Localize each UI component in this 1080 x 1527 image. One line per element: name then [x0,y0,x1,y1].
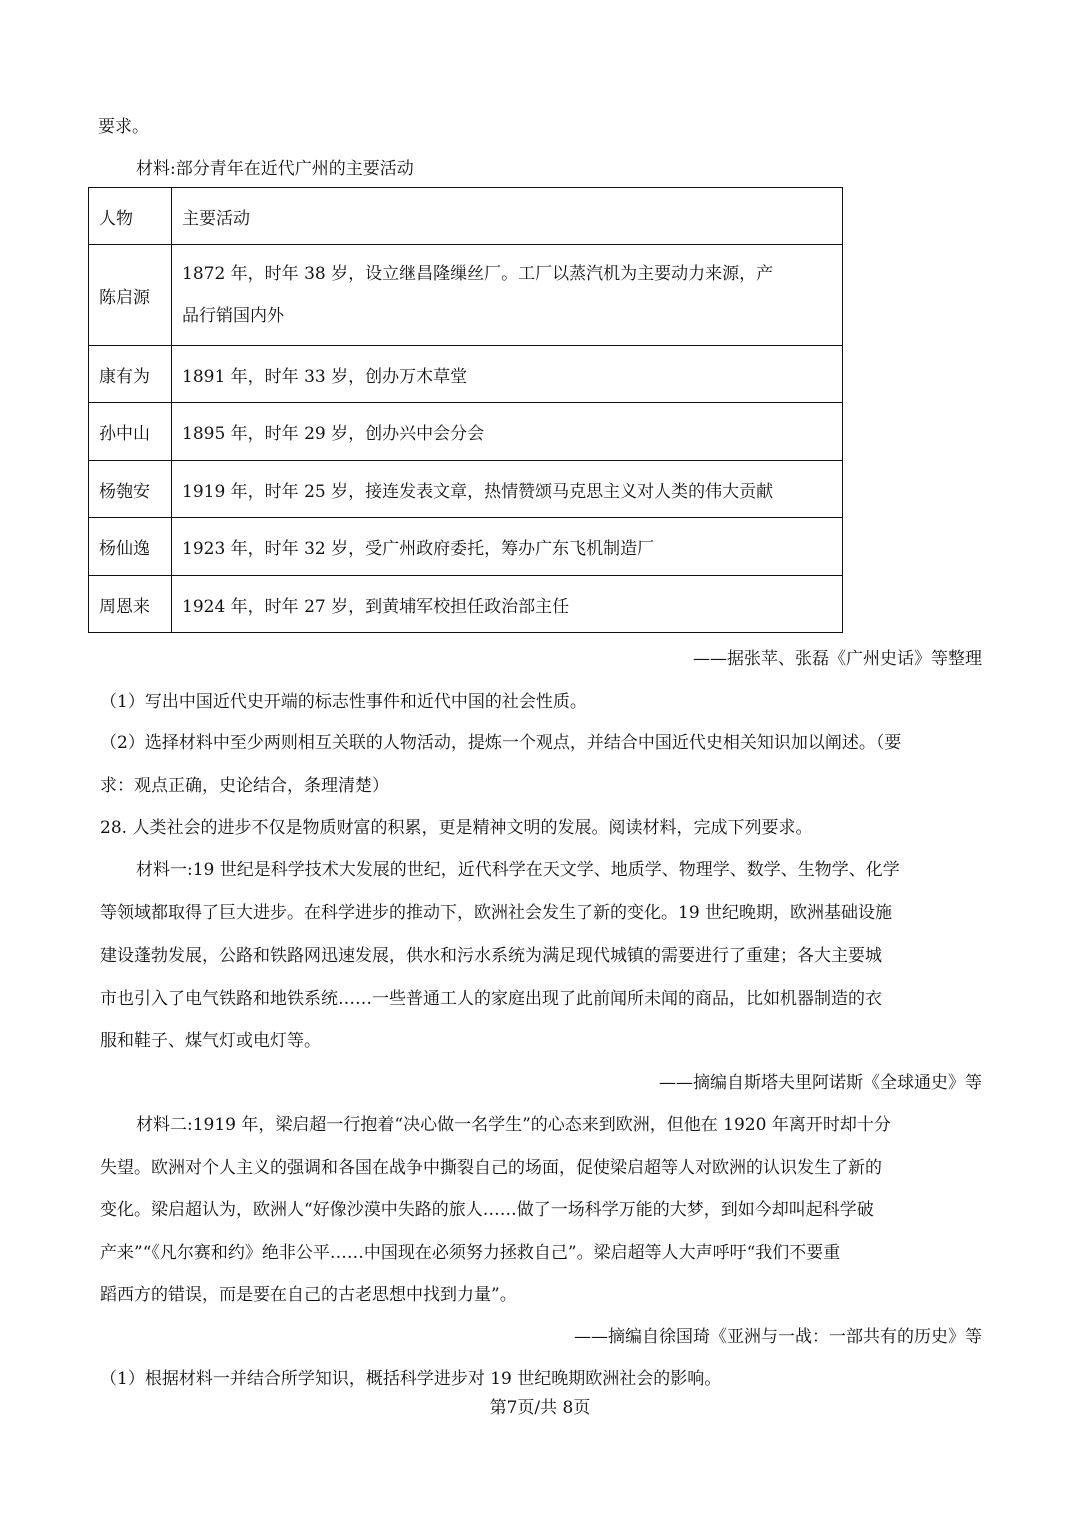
activities-table [88,187,843,633]
q28-stem: 28. 人类社会的进步不仅是物质财富的积累，更是精神文明的发展。阅读材料，完成下列要求。 [100,818,813,838]
material-2-line: 蹈西方的错误，而是要在自己的古老思想中找到力量”。 [100,1285,517,1305]
material-1-line: 等领域都取得了巨大进步。在科学进步的推动下，欧洲社会发生了新的变化。19 世纪晚期，欧洲基础设施 [100,903,893,923]
activity-line: 品行销国内外 [182,306,284,326]
material-2-source: ——摘编自徐国琦《亚洲与一战：一部共有的历史》等 [574,1327,982,1347]
material-2-line: 产来”“《凡尔赛和约》绝非公平……中国现在必须努力拯救自己”。梁启超等人大声呼吁“我们不要重 [100,1243,841,1263]
q27-sub2-line1: （2）选择材料中至少两则相互关联的人物活动，提炼一个观点，并结合中国近代史相关知识加以阐述。（要 [100,733,902,753]
page-footer: 第7页/共 8页 [489,1398,591,1418]
table-row [89,576,843,633]
activity-cell: 1924 年，时年 27 岁，到黄埔军校担任政治部主任 [172,576,843,633]
material-2-line: 失望。欧洲对个人主义的强调和各国在战争中撕裂自己的场面，促使梁启超等人对欧洲的认识发生了新的 [100,1158,882,1178]
header-activity: 主要活动 [172,188,843,245]
activity-cell: 1891 年，时年 33 岁，创办万木草堂 [172,346,843,403]
material-2-line: 变化。梁启超认为，欧洲人“好像沙漠中失路的旅人……做了一场科学万能的大梦，到如今却叫起科学破 [100,1200,874,1220]
q27-sub2-line2: 求：观点正确，史论结合，条理清楚） [100,776,389,796]
table-header-row [89,188,843,245]
material-1-line: 建设蓬勃发展，公路和铁路网迅速发展，供水和污水系统为满足现代城镇的需要进行了重建；各大主要城 [100,946,882,966]
activity-cell: 1923 年，时年 32 岁，受广州政府委托，筹办广东飞机制造厂 [172,518,843,576]
material-title: 材料:部分青年在近代广州的主要活动 [136,159,414,179]
table-source: ——据张苹、张磊《广州史话》等整理 [693,649,982,669]
header-person: 人物 [89,188,172,245]
table-row [89,461,843,518]
person-name: 周恩来 [89,576,172,633]
table-row [89,518,843,576]
table-row [89,245,843,346]
q28-sub1: （1）根据材料一并结合所学知识，概括科学进步对 19 世纪晚期欧洲社会的影响。 [100,1369,722,1389]
intro-tail: 要求。 [98,117,149,137]
person-name: 陈启源 [89,245,172,346]
table-row [89,403,843,461]
person-name: 杨仙逸 [89,518,172,576]
material-1-source: ——摘编自斯塔夫里阿诺斯《全球通史》等 [659,1073,982,1093]
material-1-line: 材料一:19 世纪是科学技术大发展的世纪，近代科学在天文学、地质学、物理学、数学、生物学、化学 [136,860,900,880]
material-1-line: 市也引入了电气铁路和地铁系统……一些普通工人的家庭出现了此前闻所未闻的商品，比如机器制造的衣 [100,989,882,1009]
person-name: 康有为 [89,346,172,403]
person-name: 孙中山 [89,403,172,461]
material-1-line: 服和鞋子、煤气灯或电灯等。 [100,1031,321,1051]
activity-cell: 1895 年，时年 29 岁，创办兴中会分会 [172,403,843,461]
material-2-line: 材料二:1919 年，梁启超一行抱着“决心做一名学生”的心态来到欧洲，但他在 1920 年离开时却十分 [136,1115,891,1135]
activity-cell [172,245,843,346]
person-name: 杨匏安 [89,461,172,518]
table-row [89,346,843,403]
activity-cell: 1919 年，时年 25 岁，接连发表文章，热情赞颂马克思主义对人类的伟大贡献 [172,461,843,518]
activity-line: 1872 年，时年 38 岁，设立继昌隆缫丝厂。工厂以蒸汽机为主要动力来源，产 [182,264,774,284]
q27-sub1: （1）写出中国近代史开端的标志性事件和近代中国的社会性质。 [100,692,587,712]
